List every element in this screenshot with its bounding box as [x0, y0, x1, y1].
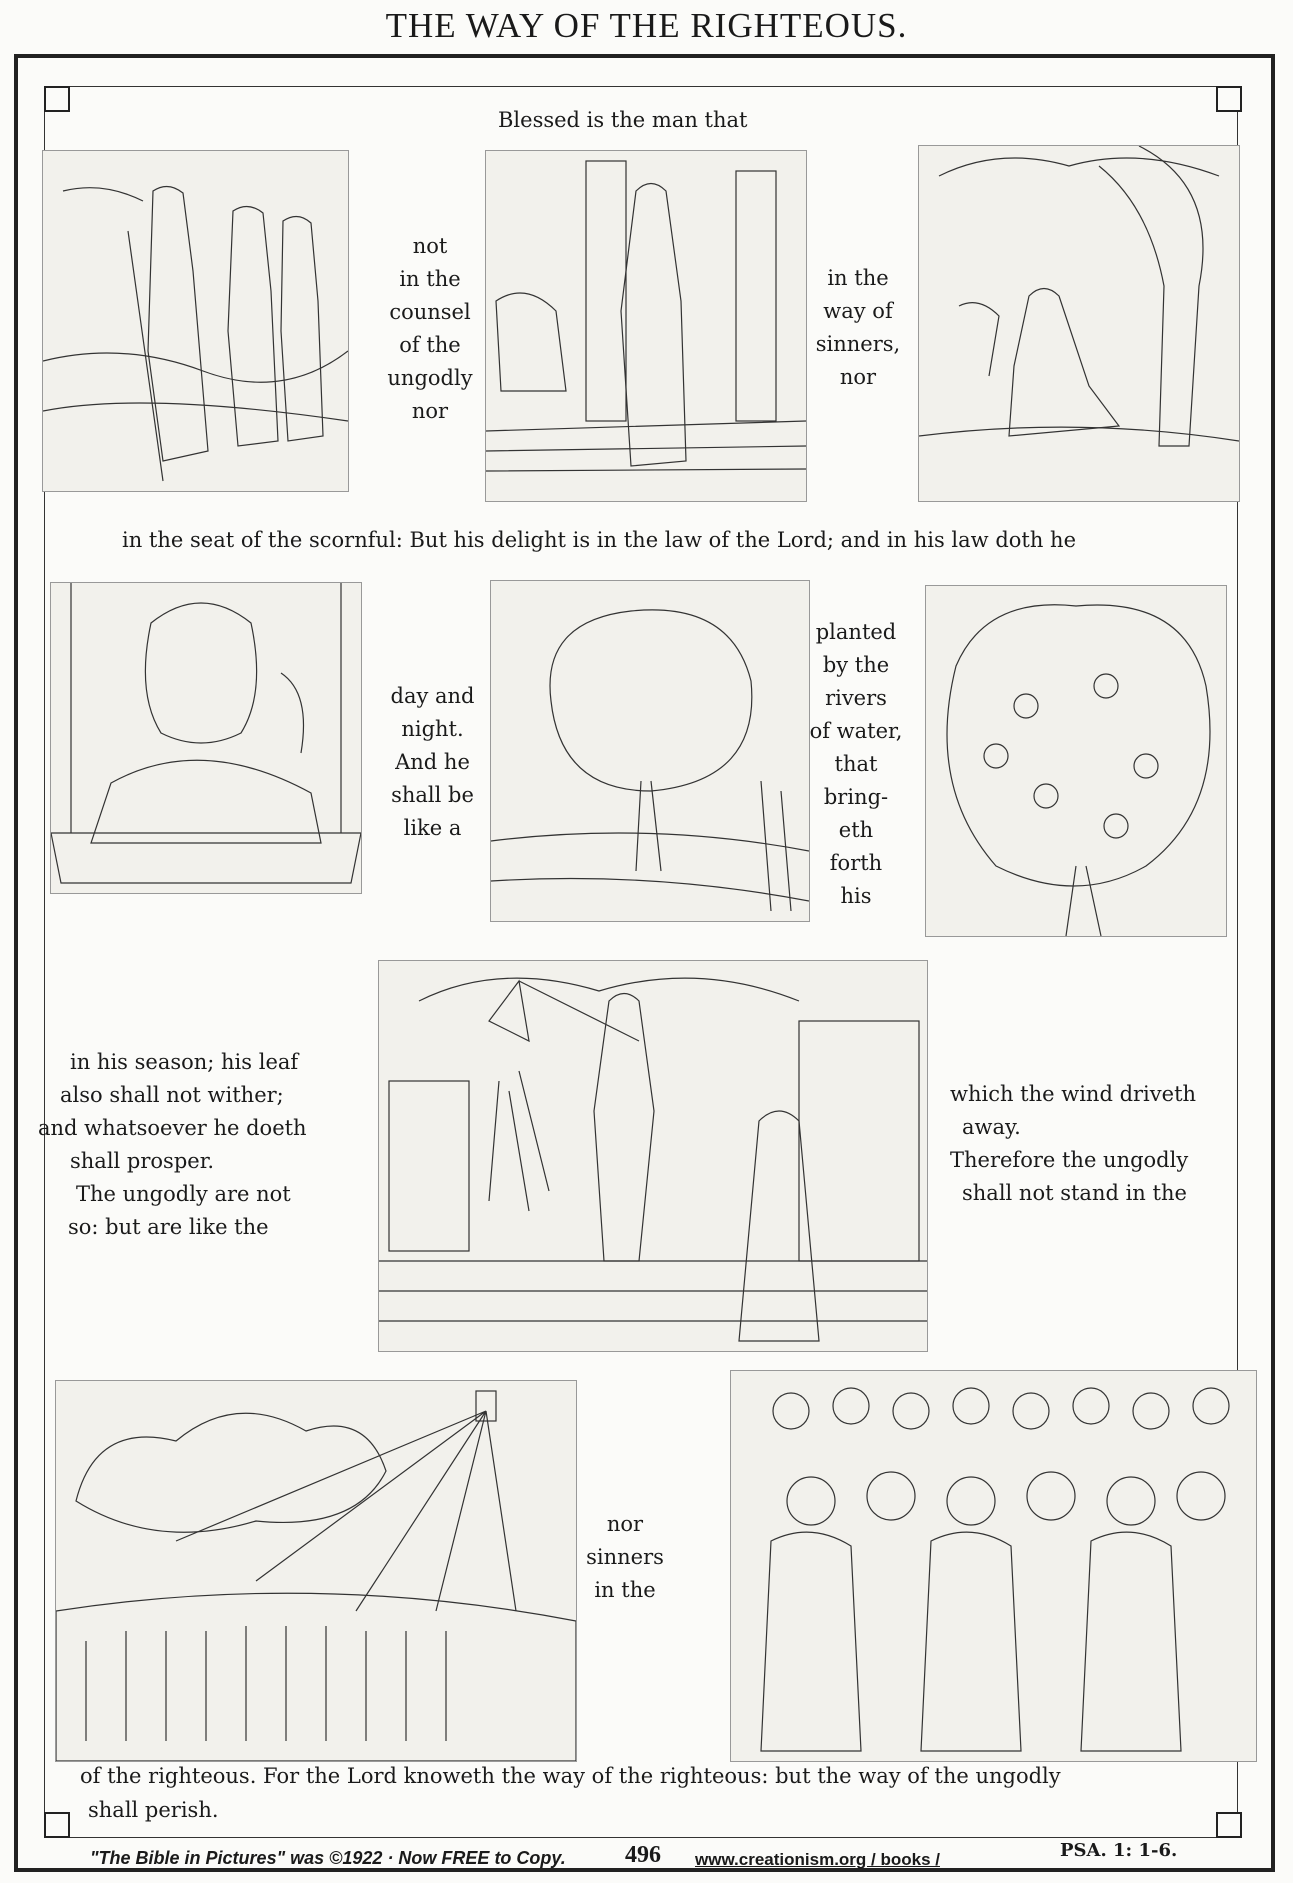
three-men-walking-engraving: [42, 150, 349, 492]
corner-ornament: [1216, 86, 1242, 112]
fruit-tree-engraving: [925, 585, 1227, 937]
verse-text-2: not in the counsel of the ungodly nor: [387, 234, 473, 423]
copyright-notice: "The Bible in Pictures" was ©1922 · Now FREE to Copy.: [90, 1848, 566, 1868]
page-title: THE WAY OF THE RIGHTEOUS.: [385, 6, 908, 45]
man-reading-under-tree-engraving: [918, 145, 1240, 502]
corner-ornament: [44, 86, 70, 112]
man-reading-book-engraving: [50, 582, 362, 894]
verse-text-1: Blessed is the man that: [498, 108, 748, 132]
verse-text-11: shall perish.: [88, 1798, 219, 1822]
page-number: 496: [625, 1842, 661, 1868]
corner-ornament: [1216, 1812, 1242, 1838]
verse-text-7: in his season; his leaf also shall not wither; and whatsoever he doeth shall prosper. The ungodly are not so: but are like the: [38, 1050, 307, 1239]
man-winnowing-chaff-engraving: [378, 960, 928, 1352]
tree-by-river-engraving: [490, 580, 810, 922]
verse-text-8: which the wind driveth away. Therefore the ungodly shall not stand in the: [950, 1082, 1197, 1205]
scripture-reference: PSA. 1: 1-6.: [1060, 1840, 1178, 1861]
verse-text-6: planted by the rivers of water, that bring- eth forth his: [809, 620, 903, 908]
verse-text-9: nor sinners in the: [586, 1512, 664, 1602]
website-link[interactable]: www.creationism.org / books /: [695, 1850, 940, 1869]
verse-text-3: in the way of sinners, nor: [815, 266, 901, 389]
verse-text-10: of the righteous. For the Lord knoweth the way of the righteous: but the way of the ungodly: [80, 1764, 1061, 1788]
verse-text-5: day and night. And he shall be like a: [390, 684, 475, 840]
corner-ornament: [44, 1812, 70, 1838]
congregation-of-elders-engraving: [730, 1370, 1257, 1762]
crowd-under-clouds-engraving: [55, 1380, 577, 1762]
verse-text-4: in the seat of the scornful: But his delight is in the law of the Lord; and in his law doth he: [122, 528, 1076, 552]
man-standing-in-street-engraving: [485, 150, 807, 502]
